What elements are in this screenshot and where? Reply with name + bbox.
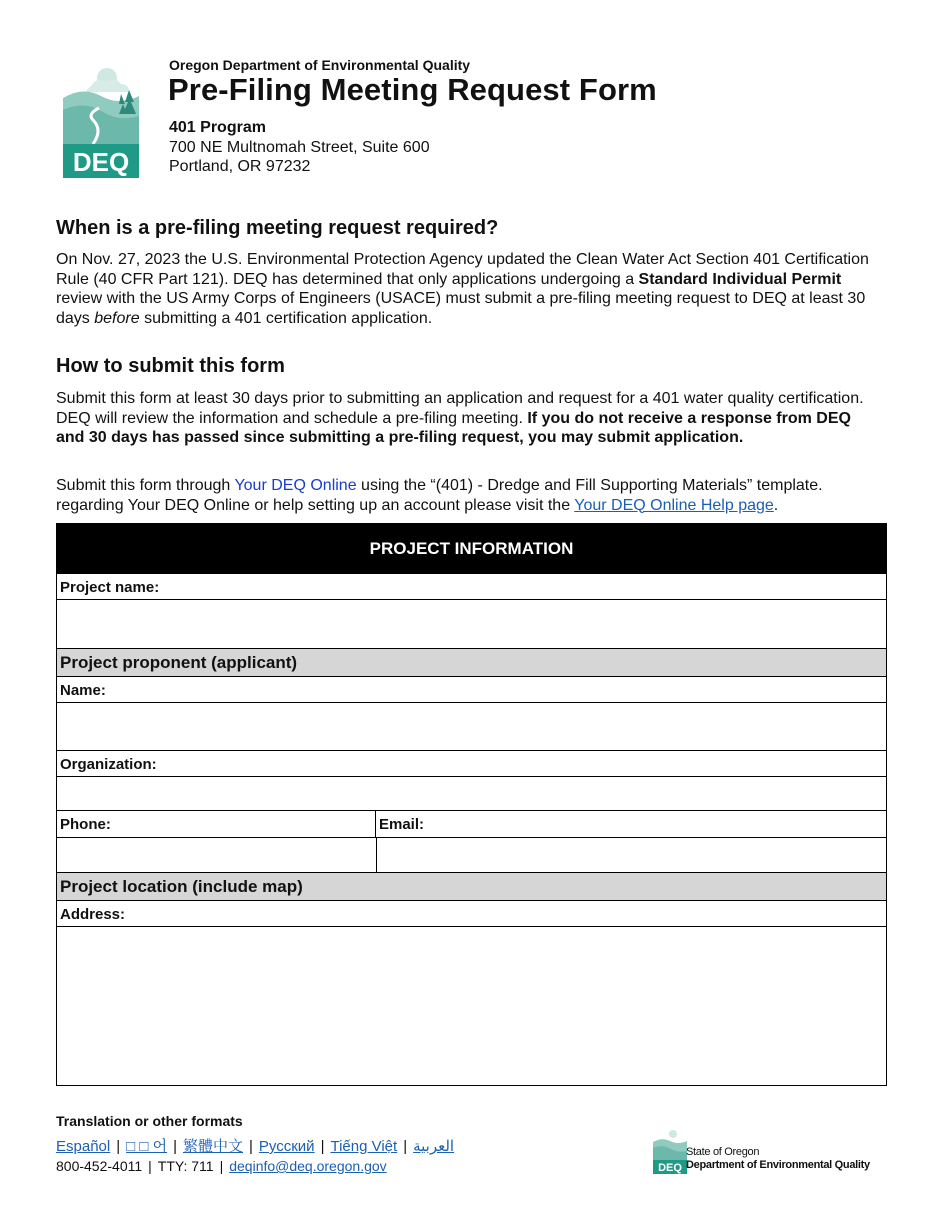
required-paragraph (56, 250, 881, 328)
address-label (57, 900, 886, 926)
address-street: 700 NE Multnomah Street, Suite 600 (169, 139, 430, 156)
submit-p2-text-1: Submit this form through (56, 477, 235, 494)
project-information-form (56, 523, 887, 1086)
form-header: PROJECT INFORMATION (57, 524, 886, 573)
required-text-2: review with the US Army Corps of Engineers (USACE) must submit a pre-filing meeting request to DEQ at least 30 days (56, 290, 866, 327)
footer-deq-logo-icon (653, 1128, 687, 1174)
email-label (376, 811, 886, 837)
page-title: Pre-Filing Meeting Request Form (168, 72, 657, 107)
separator: | (320, 1138, 325, 1155)
separator: | (116, 1138, 121, 1155)
required-text-3: submitting a 401 certification application. (139, 309, 433, 327)
name-label-text: Name: (60, 682, 106, 699)
phone-field[interactable] (57, 838, 377, 872)
project-name-label-text: Project name: (60, 579, 160, 596)
footer-state: State of Oregon (686, 1146, 760, 1158)
language-link-chinese[interactable]: 繁體中文 (182, 1138, 243, 1155)
submit-p1-bold: If you do not receive a response from DEQ and 30 days has passed since submitting a pre-filing request, you may submit application. (56, 409, 851, 446)
organization-label-text: Organization: (60, 756, 157, 773)
deq-logo-icon (63, 64, 139, 178)
required-text-1: On Nov. 27, 2023 the U.S. Environmental Protection Agency updated the Clean Water Act Section 401 Certification Rule (40 CFR Part 121). DEQ has determined that only applications undergoing a (56, 251, 869, 288)
footer-department: Department of Environmental Quality (686, 1159, 870, 1171)
your-deq-online-help-link[interactable]: Your DEQ Online Help page (574, 496, 774, 514)
translation-label: Translation or other formats (56, 1113, 243, 1129)
language-link-spanish[interactable]: Español (56, 1138, 111, 1155)
email-link[interactable]: deqinfo@deq.oregon.gov (229, 1158, 387, 1174)
address-field[interactable] (57, 926, 886, 1085)
email-field[interactable] (377, 838, 886, 872)
language-links (56, 1135, 454, 1156)
proponent-section-header (57, 648, 886, 676)
required-heading: When is a pre-filing meeting request required? (56, 217, 499, 239)
language-link-russian[interactable]: Русский (258, 1138, 315, 1155)
language-link-vietnamese[interactable]: Tiếng Việt (330, 1138, 398, 1155)
submit-paragraph-1 (56, 389, 881, 448)
address-label-text: Address: (60, 906, 126, 923)
contact-fields-row (57, 837, 886, 872)
proponent-section-text: Project proponent (applicant) (60, 653, 298, 672)
submit-p2-text-3: . (773, 496, 779, 514)
project-name-field[interactable] (57, 599, 886, 648)
name-field[interactable] (57, 702, 886, 750)
organization-label (57, 750, 886, 776)
phone-label (57, 811, 376, 837)
submit-heading: How to submit this form (56, 355, 285, 377)
program-name: 401 Program (169, 119, 266, 136)
contact-labels-row (57, 810, 886, 837)
separator: | (173, 1138, 177, 1155)
tty-number: TTY: 711 (157, 1158, 214, 1174)
required-bold-1: Standard Individual Permit (638, 270, 842, 288)
language-link-korean[interactable]: □ □ 어 (126, 1138, 168, 1155)
email-label-text: Email: (379, 816, 425, 833)
logo-text: DEQ (72, 147, 130, 177)
contact-line (56, 1158, 387, 1174)
phone-label-text: Phone: (60, 816, 111, 833)
address-city: Portland, OR 97232 (169, 158, 311, 175)
your-deq-online-link[interactable]: Your DEQ Online (234, 477, 357, 494)
location-section-header (57, 872, 886, 900)
submit-paragraph-2 (56, 476, 881, 515)
submit-p1-text: Submit this form at least 30 days prior to submitting an application and request for a 401 water quality certification. DEQ will review the information and schedule a pre-filing meeting. (56, 390, 864, 427)
organization-field[interactable] (57, 776, 886, 810)
project-name-label (57, 573, 886, 599)
location-section-text: Project location (include map) (60, 877, 303, 896)
footer-logo-text: DEQ (658, 1162, 682, 1174)
name-label (57, 676, 886, 702)
phone-number: 800-452-4011 (56, 1158, 143, 1174)
submit-p2-text-2: using the “(401) - Dredge and Fill Supporting Materials” template. regarding Your DEQ Online or help setting up an account please visit the (56, 477, 823, 514)
separator: | (403, 1138, 408, 1155)
separator: | (148, 1158, 152, 1174)
language-link-arabic[interactable]: العربية (413, 1138, 455, 1155)
separator: | (249, 1138, 253, 1155)
required-italic-1: before (94, 309, 140, 327)
separator: | (219, 1158, 224, 1174)
agency-name: Oregon Department of Environmental Quality (169, 57, 471, 73)
